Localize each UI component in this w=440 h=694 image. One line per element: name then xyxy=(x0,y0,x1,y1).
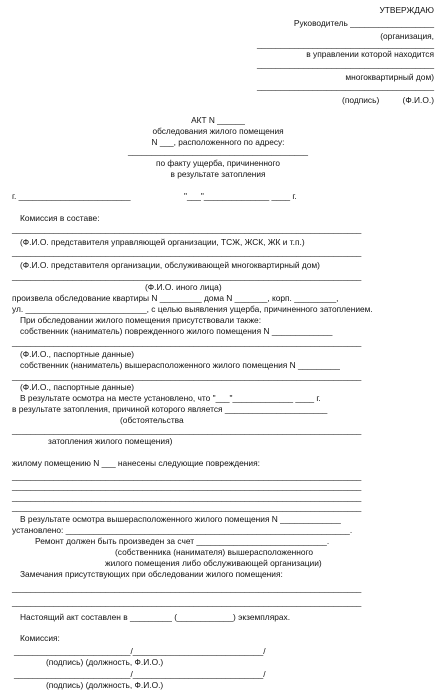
caption: (Ф.И.О., паспортные данные) xyxy=(20,349,135,359)
body-text: Ремонт должен быть произведен за счет ____________________________. xyxy=(35,536,330,546)
blank-line: ___________________________________________________________________________ xyxy=(12,492,362,502)
commission-signatures-label: Комиссия: xyxy=(20,633,60,643)
act-subtitle-3: _______________________________________ xyxy=(128,146,309,156)
approval-line-2: (организация, xyxy=(380,31,434,41)
blank-line: ___________________________________________________________________________ xyxy=(12,597,362,607)
blank-line: ___________________________________________________________________________ xyxy=(12,583,362,593)
commission-label: Комиссия в составе: xyxy=(20,213,100,223)
body-text: установлено: _____________________________________________________________. xyxy=(12,525,353,535)
body-text: в результате затопления, причиной которого является ______________________ xyxy=(12,404,328,414)
approval-line-1: Руководитель __________________ xyxy=(293,18,434,28)
body-text: собственник (наниматель) поврежденного жилого помещения N _____________ xyxy=(20,326,333,336)
caption: (собственника (нанимателя) вышерасположенного xyxy=(115,547,314,557)
approval-line-3: ______________________________________ xyxy=(257,39,434,49)
caption: (Ф.И.О. иного лица) xyxy=(145,282,222,292)
signature-line: _________________________/____________________________/ xyxy=(14,646,266,656)
signature-caption: (подпись) (должность, Ф.И.О.) xyxy=(46,680,164,690)
act-subtitle-1: обследования жилого помещения xyxy=(152,126,284,136)
copies-line: Настоящий акт составлен в _________ (____________) экземплярах. xyxy=(20,612,291,622)
blank-line: ___________________________________________________________________________ xyxy=(12,471,362,481)
approval-line-5: ______________________________________ xyxy=(257,59,434,69)
signature-caption: (подпись) (должность, Ф.И.О.) xyxy=(46,657,164,667)
act-subtitle-5: в результате затопления xyxy=(170,169,266,179)
approval-heading: УТВЕРЖДАЮ xyxy=(379,5,434,15)
caption: (Ф.И.О., паспортные данные) xyxy=(20,382,135,392)
blank-line: ___________________________________________________________________________ xyxy=(12,224,362,234)
blank-line: ___________________________________________________________________________ xyxy=(12,502,362,512)
act-subtitle-4: по факту ущерба, причиненного xyxy=(156,158,281,168)
body-text: ул. __________________________, с целью выявления ущерба, причиненного затоплением. xyxy=(12,304,373,314)
act-subtitle-2: N ___, расположенного по адресу: xyxy=(151,137,285,147)
body-text: произвела обследование квартиры N _________ дома N _______, корп. _________, xyxy=(12,293,339,303)
blank-line: ___________________________________________________________________________ xyxy=(12,481,362,491)
body-text: В результате осмотра на месте установлено, что "___"_____________ ____ г. xyxy=(20,393,321,403)
blank-line: ___________________________________________________________________________ xyxy=(12,271,362,281)
caption: (Ф.И.О. представителя организации, обслуживающей многоквартирный дом) xyxy=(20,260,320,270)
body-text: При обследовании жилого помещения присутствовали также: xyxy=(20,315,262,325)
approval-line-4: в управлении которой находится xyxy=(306,49,434,59)
body-text: В результате осмотра вышерасположенного жилого помещения N _____________ xyxy=(20,514,341,524)
caption: (обстоятельства xyxy=(120,415,184,425)
body-text: жилому помещению N ___ нанесены следующие повреждения: xyxy=(12,458,260,468)
blank-line: ___________________________________________________________________________ xyxy=(12,337,362,347)
signature-line: _________________________/____________________________/ xyxy=(14,669,266,679)
caption: жилого помещения либо обслуживающей организации) xyxy=(105,558,322,568)
body-text: Замечания присутствующих при обследовании жилого помещения: xyxy=(20,569,283,579)
act-title: АКТ N ______ xyxy=(191,115,245,125)
approval-line-6: многоквартирный дом) xyxy=(345,72,434,82)
approval-signature: (подпись) (Ф.И.О.) xyxy=(342,95,434,105)
body-text: собственник (наниматель) вышерасположенного жилого помещения N _________ xyxy=(20,360,340,370)
caption: затопления жилого помещения) xyxy=(48,436,173,446)
blank-line: ___________________________________________________________________________ xyxy=(12,371,362,381)
blank-line: ___________________________________________________________________________ xyxy=(12,425,362,435)
caption: (Ф.И.О. представителя управляющей организации, ТСЖ, ЖСК, ЖК и т.п.) xyxy=(20,237,305,247)
place-date-line: г. ________________________ "___"______________ ____ г. xyxy=(12,191,297,201)
approval-line-7: ______________________________________ xyxy=(257,81,434,91)
blank-line: ___________________________________________________________________________ xyxy=(12,247,362,257)
